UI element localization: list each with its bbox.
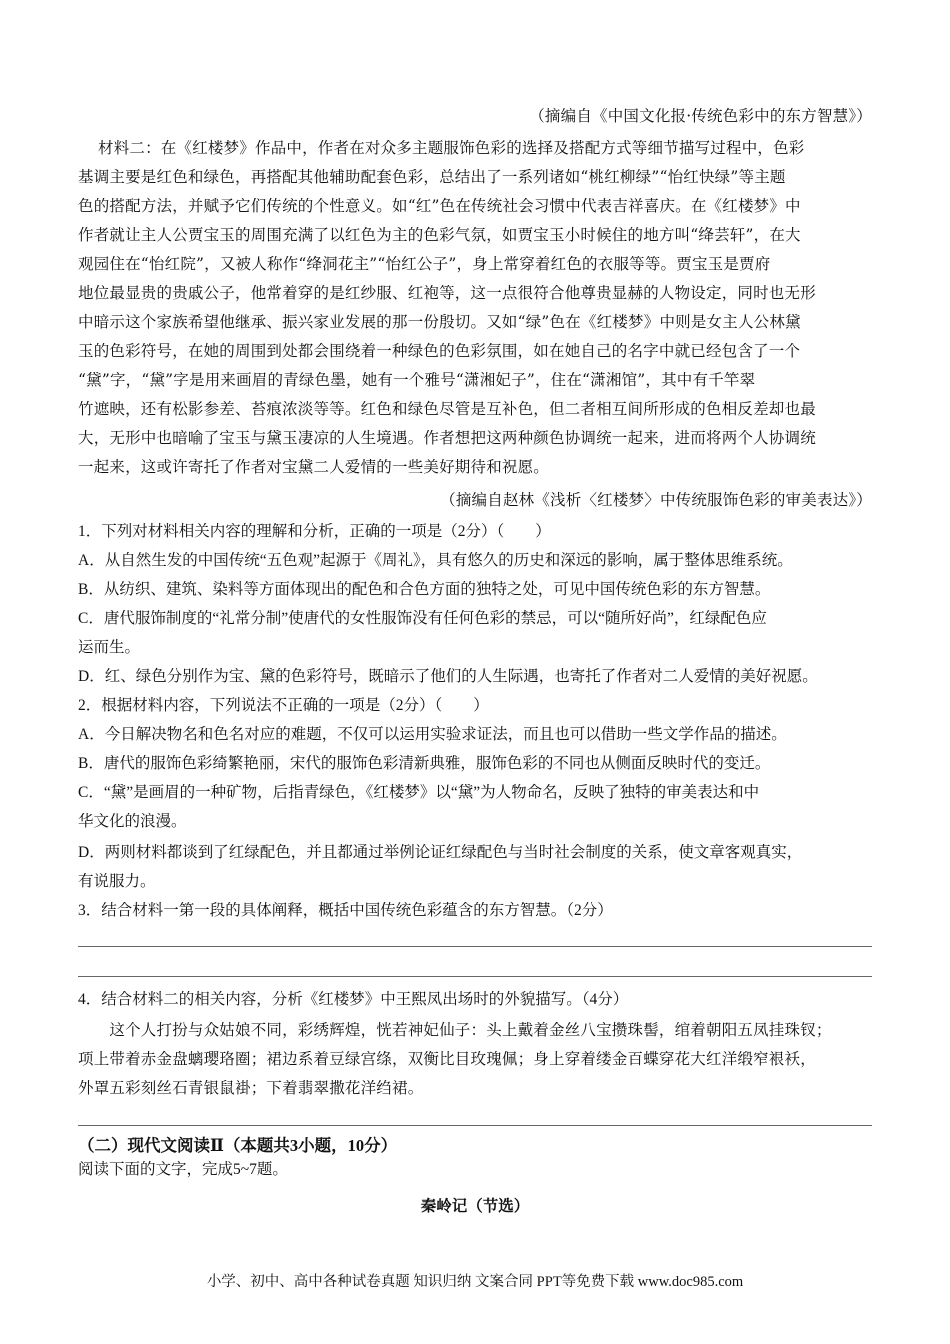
source-citation-2: （摘编自赵林《浅析〈红楼梦〉中传统服饰色彩的审美表达》） xyxy=(440,491,872,509)
paragraph-line: 地位最显贵的贵戚公子，他常着穿的是红纱服、红袍等，这一点很符合他尊贵显赫的人物设定，同时也无形 xyxy=(78,284,816,302)
section-heading: （二）现代文阅读Ⅱ（本题共3小题，10分） xyxy=(78,1136,398,1155)
option-a: A．从自然生发的中国传统“五色观”起源于《周礼》，具有悠久的历史和深远的影响，属于整体思维系统。 xyxy=(78,552,793,569)
quote-line: 这个人打扮与众姑娘不同，彩绣辉煌，恍若神妃仙子：头上戴着金丝八宝攒珠髻，绾着朝阳五凤挂珠钗； xyxy=(78,1021,832,1039)
option-c: C．“黛”是画眉的一种矿物，后指青绿色，《红楼梦》以“黛”为人物命名，反映了独特的审美表达和中 xyxy=(78,784,760,801)
reading-instruction: 阅读下面的文字，完成5~7题。 xyxy=(78,1161,288,1178)
question-stem: 1．下列对材料相关内容的理解和分析，正确的一项是（2分）（ ） xyxy=(78,523,551,540)
option-d: D．两则材料都谈到了红绿配色，并且都通过举例论证红绿配色与当时社会制度的关系，使文章客观真实， xyxy=(78,844,803,861)
paragraph-line: 作者就让主人公贾宝玉的周围充满了以红色为主的色彩气氛，如贾宝玉小时候住的地方叫“绛芸轩”，在大 xyxy=(78,226,801,244)
option-b: B．唐代的服饰色彩绮繁艳丽，宋代的服饰色彩清新典雅，服饰色彩的不同也从侧面反映时代的变迁。 xyxy=(78,755,771,772)
paragraph-line: 一起来，这或许寄托了作者对宝黛二人爱情的一些美好期待和祝愿。 xyxy=(78,458,550,476)
answer-line[interactable] xyxy=(78,1125,872,1126)
option-d-continued: 有说服力。 xyxy=(78,873,156,890)
paragraph-line: 观园住在“怡红院”，又被人称作“绛洞花主”“怡红公子”，身上常穿着红色的衣服等等。贾宝玉是贾府 xyxy=(78,255,771,273)
paragraph-line: 基调主要是红色和绿色，再搭配其他辅助配套色彩，总结出了一系列诸如“桃红柳绿”“怡红快绿”等主题 xyxy=(78,168,786,186)
answer-line[interactable] xyxy=(78,976,872,977)
paragraph-line: 大，无形中也暗喻了宝玉与黛玉凄凉的人生境遇。作者想把这两种颜色协调统一起来，进而将两个人协调统 xyxy=(78,429,816,447)
question-stem: 2．根据材料内容，下列说法不正确的一项是（2分）（ ） xyxy=(78,697,489,714)
question-stem: 4．结合材料二的相关内容，分析《红楼梦》中王熙凤出场时的外貌描写。（4分） xyxy=(78,991,629,1008)
option-a: A．今日解决物名和色名对应的难题，不仅可以运用实验求证法，而且也可以借助一些文学作品的描述。 xyxy=(78,726,787,743)
paragraph-line: 玉的色彩符号，在她的周围到处都会围绕着一种绿色的色彩氛围，如在她自己的名字中就已经包含了一个 xyxy=(78,342,801,360)
source-citation-1: （摘编自《中国文化报·传统色彩中的东方智慧》） xyxy=(529,107,872,125)
paragraph-line: 中暗示这个家族希望他继承、振兴家业发展的那一份殷切。又如“绿”色在《红楼梦》中则是女主人公林黛 xyxy=(78,313,801,331)
page-footer: 小学、初中、高中各种试卷真题 知识归纳 文案合同 PPT等免费下载 www.doc985.com xyxy=(206,1274,744,1290)
option-c-continued: 华文化的浪漫。 xyxy=(78,813,187,830)
option-c-continued: 运而生。 xyxy=(78,639,141,656)
paragraph-line: 材料二：在《红楼梦》作品中，作者在对众多主题服饰色彩的选择及搭配方式等细节描写过程中，色彩 xyxy=(98,139,805,157)
answer-line[interactable] xyxy=(78,946,872,947)
question-stem: 3．结合材料一第一段的具体阐释，概括中国传统色彩蕴含的东方智慧。（2分） xyxy=(78,902,613,919)
paragraph-line: 竹遮映，还有松影参差、苔痕浓淡等等。红色和绿色尽管是互补色，但二者相互间所形成的色相反差却也最 xyxy=(78,400,816,418)
quote-line: 外罩五彩刻丝石青银鼠褂；下着翡翠撒花洋绉裙。 xyxy=(78,1079,424,1097)
quote-line: 项上带着赤金盘螭璎珞圈；裙边系着豆绿宫绦，双衡比目玫瑰佩；身上穿着缕金百蝶穿花大红洋缎窄裉袄， xyxy=(78,1050,816,1068)
paragraph-line: “黛”字，“黛”字是用来画眉的青绿色墨，她有一个雅号“潇湘妃子”，住在“潇湘馆”，其中有千竿翠 xyxy=(78,371,756,389)
article-title: 秦岭记（节选） xyxy=(420,1196,530,1215)
option-c: C．唐代服饰制度的“礼常分制”使唐代的女性服饰没有任何色彩的禁忌，可以“随所好尚”，红绿配色应 xyxy=(78,610,767,627)
paragraph-line: 色的搭配方法，并赋予它们传统的个性意义。如“红”色在传统社会习惯中代表吉祥喜庆。在《红楼梦》中 xyxy=(78,197,801,215)
option-b: B．从纺织、建筑、染料等方面体现出的配色和合色方面的独特之处，可见中国传统色彩的东方智慧。 xyxy=(78,581,771,598)
option-d: D．红、绿色分别作为宝、黛的色彩符号，既暗示了他们的人生际遇，也寄托了作者对二人爱情的美好祝愿。 xyxy=(78,668,818,685)
